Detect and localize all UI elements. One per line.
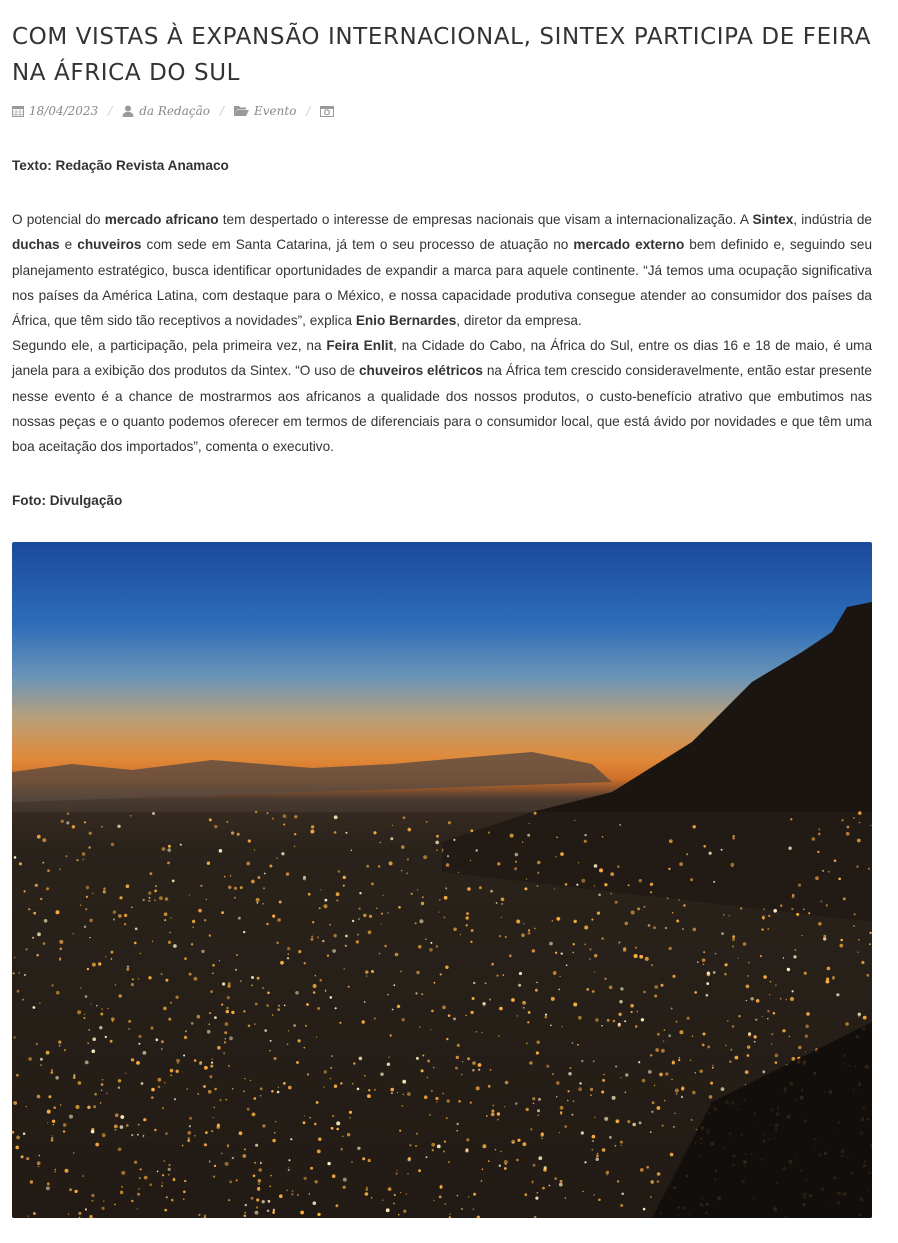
text: e [59,237,78,253]
text: com sede em Santa Catarina, já tem o seu processo de atuação no [141,237,574,253]
category-meta[interactable]: Evento [234,104,296,118]
article-photo-cape-town-night [12,542,872,1218]
bold-text: Enio Bernardes [355,313,457,329]
distant-mountains [12,752,612,802]
folder-open-icon [234,105,249,117]
text: , na Cidade do Cabo, na África do Sul, entre os dias 16 e 18 de maio, é uma janela para a exibição dos produtos da Sintex. “O uso de [12,338,873,379]
text: Segundo ele, a participação, pela primeira vez, na [12,338,327,354]
bold-text: chuveiros [77,237,142,253]
text: na África tem crescido consideravelmente, então estar presente nesse evento é a chance de mostrarmos aos africanos a qualidade dos nossos produtos, o custo-benefício atrativo que embutimos nas nossas peças e o quanto podemos oferecer em termos de diferenciais para o consumidor local, que está ávido por novidades e que têm uma boa aceitação dos importados”, comenta o executivo. [12,363,872,455]
calendar-icon [12,105,24,117]
author-meta[interactable]: da Redação [122,104,210,118]
bold-text: duchas [12,237,60,253]
article-body [12,207,872,459]
bold-text: chuveiros elétricos [358,363,483,379]
bold-text: mercado africano [104,212,219,228]
photo-icon[interactable] [320,105,334,117]
text: O potencial do [12,212,105,228]
photo-credit: Foto: Divulgação [12,493,123,509]
bold-text: Sintex [752,212,794,228]
article-meta [12,101,872,121]
text: bem definido e, seguindo seu planejamento estratégico, busca identificar oportunidades de expandir a marca para aquele continente. “Já temos uma ocupação significativa nos países da América Latina, com destaque para o México, e nossa capacidade produtiva consegue atender ao consumidor dos países da África, que têm sido tão receptivos a novidades”, explica [12,237,872,329]
text: , diretor da empresa. [456,313,582,329]
date-meta[interactable]: 18/04/2023 [12,104,98,118]
separator: / [306,104,311,118]
paragraph [12,207,872,333]
user-icon [122,105,134,117]
text: tem despertado o interesse de empresas nacionais que visam a internacionalização. A [218,212,753,228]
bold-text: Feira Enlit [326,338,394,354]
text-credit: Texto: Redação Revista Anamaco [12,158,229,173]
text: , indústria de [793,212,872,228]
paragraph [12,333,872,459]
article [12,0,872,1218]
article-title: COM VISTAS À EXPANSÃO INTERNACIONAL, SINTEX PARTICIPA DE FEIRA NA ÁFRICA DO SUL [12,24,872,86]
separator: / [219,104,224,118]
separator: / [108,104,113,118]
bold-text: mercado externo [573,237,685,253]
